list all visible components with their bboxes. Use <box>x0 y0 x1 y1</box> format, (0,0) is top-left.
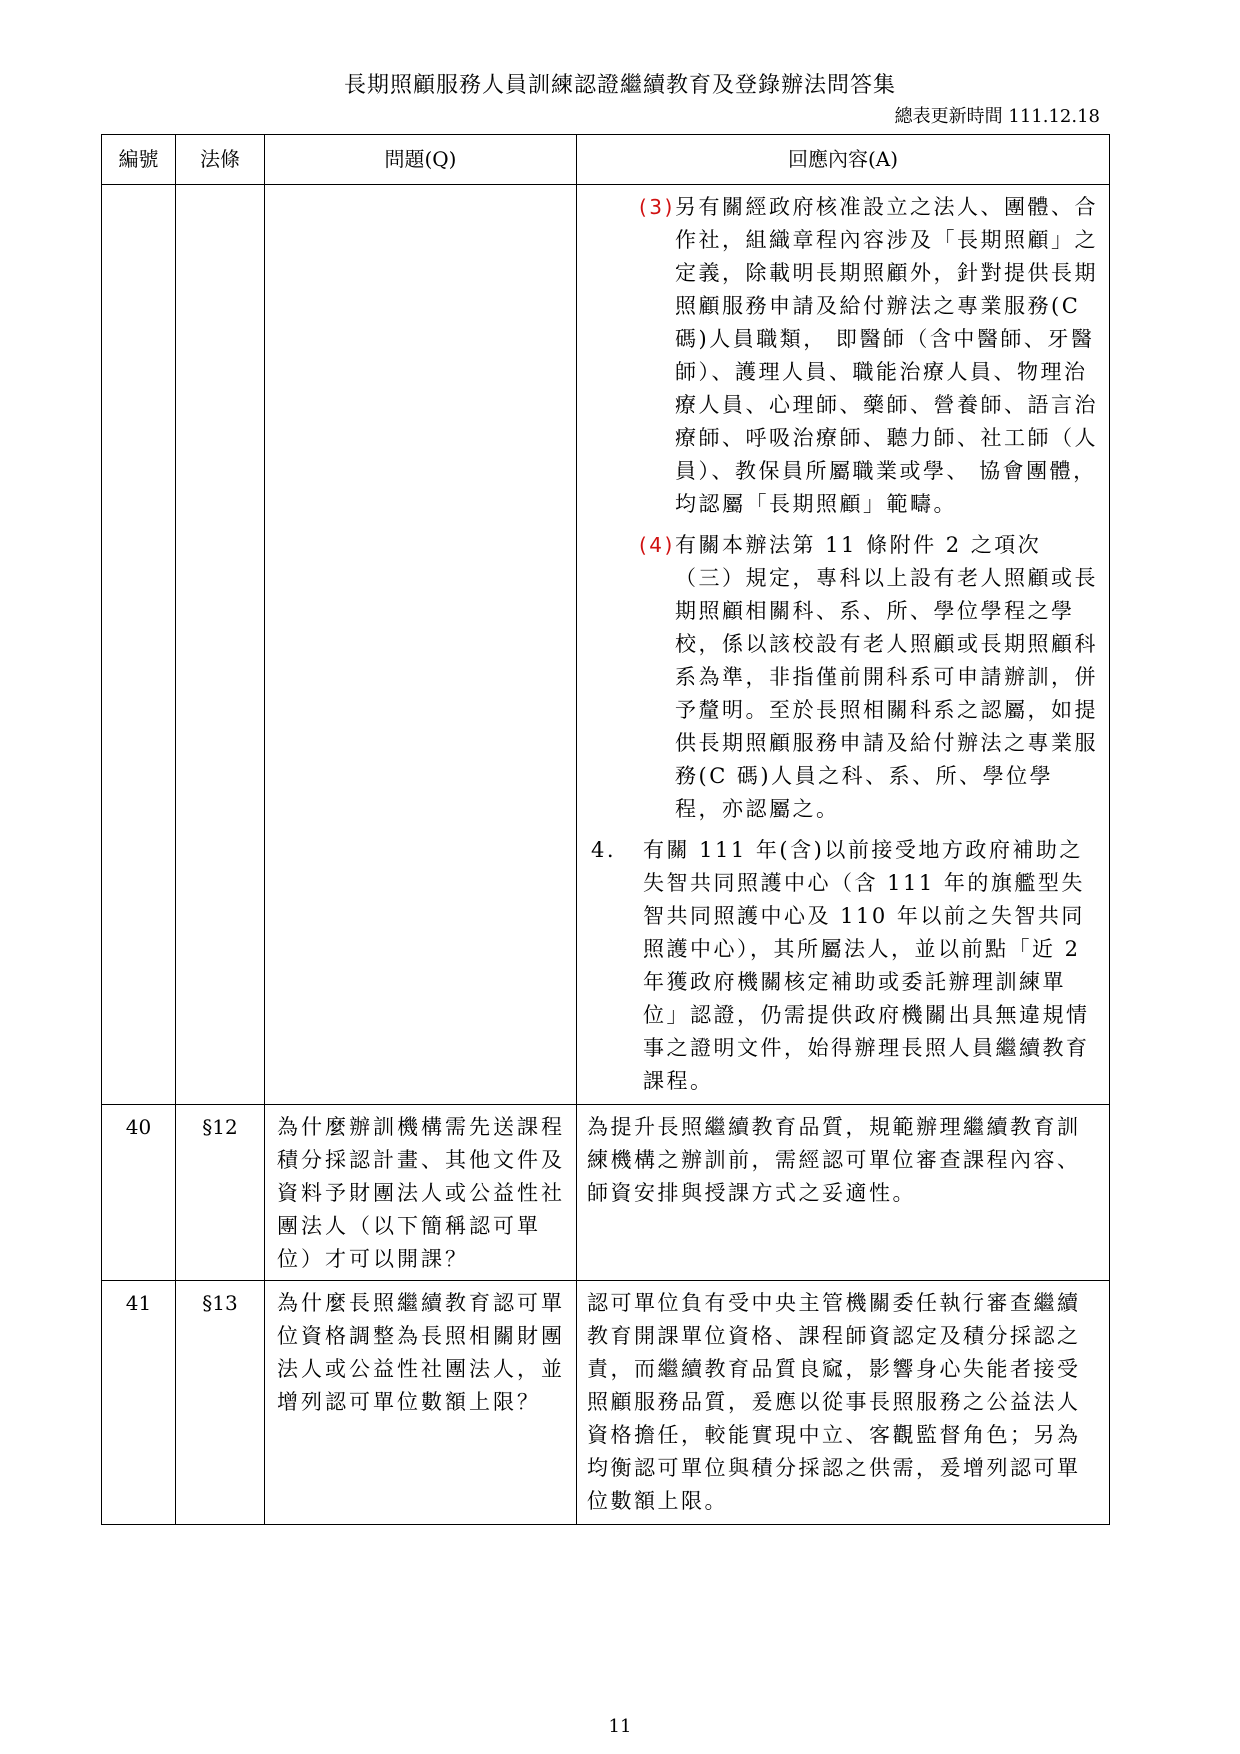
row-number: 41 <box>102 1281 176 1525</box>
item-text: 有關 111 年(含)以前接受地方政府補助之失智共同照護中心（含 111 年的旗艦型失智共同照護中心及 110 年以前之失智共同照護中心），其所屬法人，並以前點「近 2 年獲政府機關核定補助或委託辦理訓練單位」認證，仍需提供政府機關出具無違規情事之證明文件，始得辦理長照人員繼續教育課程。 <box>643 838 1090 1093</box>
subitem-marker: (4) <box>639 533 675 557</box>
document-title: 長期照顧服務人員訓練認證繼續教育及登錄辦法問答集 <box>343 73 896 98</box>
header-number: 編號 <box>102 135 176 185</box>
answer-subitem-4 <box>639 529 1099 826</box>
update-timestamp: 總表更新時間 111.12.18 <box>894 106 1100 127</box>
cell-number-empty <box>102 185 176 1105</box>
row-answer: 認可單位負有受中央主管機關委任執行審查繼續教育開課單位資格、課程師資認定及積分採認之責，而繼續教育品質良窳，影響身心失能者接受照顧服務品質，爰應以從事長照服務之公益法人資格擔任，較能實現中立、客觀監督角色；另為均衡認可單位與積分採認之供需，爰增列認可單位數額上限。 <box>577 1281 1110 1525</box>
qa-table <box>101 134 1110 1525</box>
cell-answer-continued <box>577 185 1110 1105</box>
header-answer: 回應內容(A) <box>577 135 1110 185</box>
row-law: §12 <box>176 1105 265 1281</box>
row-law: §13 <box>176 1281 265 1525</box>
table-header-row <box>102 135 1110 185</box>
table-row-continued <box>102 185 1110 1105</box>
cell-question-empty <box>265 185 577 1105</box>
row-question: 為什麼辦訓機構需先送課程積分採認計畫、其他文件及資料予財團法人或公益性社團法人（以下簡稱認可單位）才可以開課？ <box>265 1105 577 1281</box>
subitem-marker: (3) <box>639 195 675 219</box>
answer-subitem-3 <box>639 191 1099 521</box>
subitem-text: 另有關經政府核准設立之法人、團體、合作社，組織章程內容涉及「長期照顧」之定義，除載明長期照顧外，針對提供長期照顧服務申請及給付辦法之專業服務(C 碼)人員職類， 即醫師（含中醫師、牙醫師）、護理人員、職能治療人員、物理治療人員、心理師、藥師、營養師、語言治療師、呼吸治療師、聽力師、社工師（人員）、教保員所屬職業或學、 協會團體，均認屬「長期照顧」範疇。 <box>675 195 1098 516</box>
table-row <box>102 1105 1110 1281</box>
row-question: 為什麼長照繼續教育認可單位資格調整為長照相關財團法人或公益性社團法人，並增列認可單位數額上限？ <box>265 1281 577 1525</box>
subitem-text: 有關本辦法第 11 條附件 2 之項次（三）規定，專科以上設有老人照顧或長期照顧相關科、系、所、學位學程之學校，係以該校設有老人照顧或長期照顧科系為準，非指僅前開科系可申請辦訓，併予釐明。至於長照相關科系之認屬，如提供長期照顧服務申請及給付辦法之專業服務(C 碼)人員之科、系、所、學位學程，亦認屬之。 <box>675 533 1098 821</box>
table-row <box>102 1281 1110 1525</box>
page-number: 11 <box>608 1716 632 1737</box>
header-law: 法條 <box>176 135 265 185</box>
row-number: 40 <box>102 1105 176 1281</box>
cell-law-empty <box>176 185 265 1105</box>
header-question: 問題(Q) <box>265 135 577 185</box>
item-marker: 4. <box>591 838 617 862</box>
row-answer: 為提升長照繼續教育品質，規範辦理繼續教育訓練機構之辦訓前，需經認可單位審查課程內容、師資安排與授課方式之妥適性。 <box>577 1105 1110 1281</box>
answer-item-4 <box>587 834 1099 1098</box>
